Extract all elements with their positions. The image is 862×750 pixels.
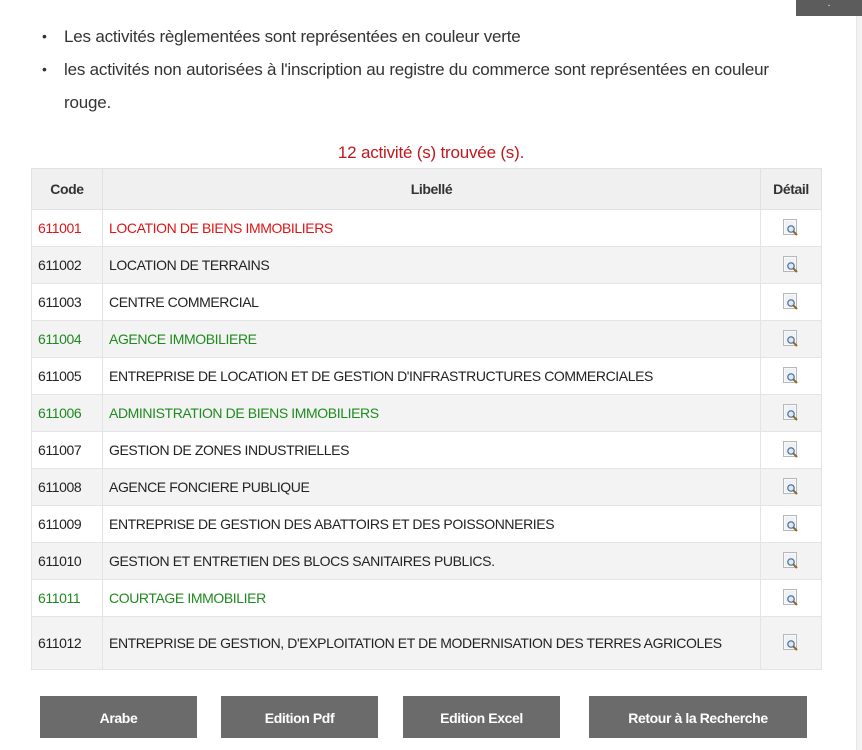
activity-label: COURTAGE IMMOBILIER [103, 580, 761, 617]
column-header-detail: Détail [761, 169, 822, 210]
magnifier-document-icon[interactable] [783, 256, 799, 274]
activity-label: AGENCE IMMOBILIERE [103, 321, 761, 358]
activity-code: 611007 [32, 432, 103, 469]
table-row [32, 210, 822, 247]
magnifier-document-icon[interactable] [783, 515, 799, 533]
activity-code: 611011 [32, 580, 103, 617]
table-row [32, 284, 822, 321]
table-row [32, 395, 822, 432]
top-corner-tab[interactable]: · [796, 0, 862, 16]
note-forbidden: • les activités non autorisées à l'inscription au registre du commerce sont représentées en couleur rouge. [36, 53, 816, 119]
activity-detail-cell [761, 395, 822, 432]
activities-table [31, 168, 822, 670]
table-row [32, 506, 822, 543]
table-row [32, 617, 822, 670]
activity-label: CENTRE COMMERCIAL [103, 284, 761, 321]
activity-label: GESTION DE ZONES INDUSTRIELLES [103, 432, 761, 469]
column-header-label: Libellé [103, 169, 761, 210]
magnifier-document-icon[interactable] [783, 219, 799, 237]
table-row [32, 247, 822, 284]
activity-detail-cell [761, 543, 822, 580]
magnifier-document-icon[interactable] [783, 478, 799, 496]
activity-detail-cell [761, 617, 822, 670]
table-row [32, 543, 822, 580]
scrollbar-track[interactable] [856, 16, 862, 750]
magnifier-document-icon[interactable] [783, 330, 799, 348]
activity-code: 611001 [32, 210, 103, 247]
magnifier-document-icon[interactable] [783, 404, 799, 422]
activity-code: 611002 [32, 247, 103, 284]
activity-code: 611009 [32, 506, 103, 543]
magnifier-document-icon[interactable] [783, 634, 799, 652]
arabe-button[interactable]: Arabe [40, 696, 197, 738]
activity-detail-cell [761, 469, 822, 506]
note-regulated: • Les activités règlementées sont représentées en couleur verte [36, 20, 816, 53]
activity-detail-cell [761, 580, 822, 617]
activity-label: AGENCE FONCIERE PUBLIQUE [103, 469, 761, 506]
activity-detail-cell [761, 247, 822, 284]
activity-detail-cell [761, 284, 822, 321]
magnifier-document-icon[interactable] [783, 589, 799, 607]
edition-excel-button[interactable]: Edition Excel [403, 696, 560, 738]
activity-detail-cell [761, 210, 822, 247]
activity-label: ENTREPRISE DE GESTION, D'EXPLOITATION ET DE MODERNISATION DES TERRES AGRICOLES [103, 617, 761, 670]
activity-label: ENTREPRISE DE LOCATION ET DE GESTION D'INFRASTRUCTURES COMMERCIALES [103, 358, 761, 395]
activity-detail-cell [761, 432, 822, 469]
activity-label: ADMINISTRATION DE BIENS IMMOBILIERS [103, 395, 761, 432]
table-row [32, 358, 822, 395]
activity-label: LOCATION DE TERRAINS [103, 247, 761, 284]
activity-code: 611010 [32, 543, 103, 580]
back-to-search-button[interactable]: Retour à la Recherche [589, 696, 807, 738]
table-body [32, 210, 822, 670]
activity-code: 611008 [32, 469, 103, 506]
magnifier-document-icon[interactable] [783, 441, 799, 459]
table-row [32, 432, 822, 469]
activity-detail-cell [761, 321, 822, 358]
legend-notes [36, 20, 816, 119]
magnifier-document-icon[interactable] [783, 367, 799, 385]
activity-code: 611005 [32, 358, 103, 395]
magnifier-document-icon[interactable] [783, 293, 799, 311]
action-buttons [40, 696, 820, 738]
activity-label: ENTREPRISE DE GESTION DES ABATTOIRS ET DES POISSONNERIES [103, 506, 761, 543]
activity-label: GESTION ET ENTRETIEN DES BLOCS SANITAIRES PUBLICS. [103, 543, 761, 580]
activity-detail-cell [761, 358, 822, 395]
results-count: 12 activité (s) trouvée (s). [337, 143, 525, 162]
table-row [32, 469, 822, 506]
table-row [32, 580, 822, 617]
activity-detail-cell [761, 506, 822, 543]
table-header-row [32, 169, 822, 210]
activity-code: 611004 [32, 321, 103, 358]
activity-code: 611003 [32, 284, 103, 321]
activity-label: LOCATION DE BIENS IMMOBILIERS [103, 210, 761, 247]
activity-code: 611006 [32, 395, 103, 432]
activity-code: 611012 [32, 617, 103, 670]
column-header-code: Code [32, 169, 103, 210]
magnifier-document-icon[interactable] [783, 552, 799, 570]
edition-pdf-button[interactable]: Edition Pdf [221, 696, 378, 738]
table-row [32, 321, 822, 358]
